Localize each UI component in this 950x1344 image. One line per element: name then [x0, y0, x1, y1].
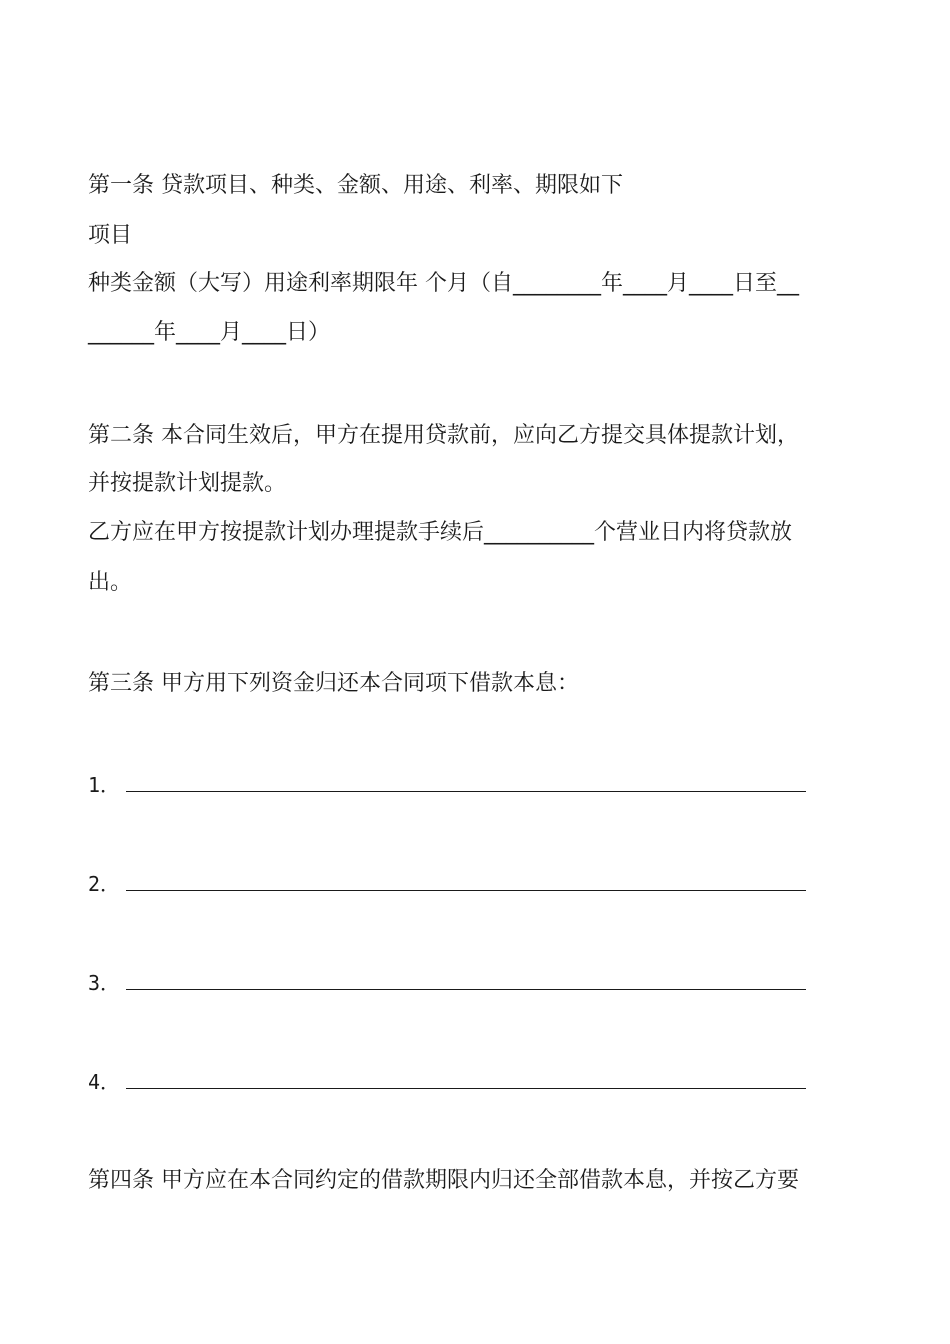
article-1-item-label: 项目 — [88, 223, 133, 248]
list-number: 2． — [88, 872, 121, 896]
article-1-terms-line-cont: ______年____月____日） — [88, 320, 331, 345]
article-4-line-1: 第四条 甲方应在本合同约定的借款期限内归还全部借款本息，并按乙方要 — [88, 1168, 799, 1193]
list-number: 3． — [88, 971, 121, 995]
repayment-source-item — [88, 1067, 806, 1097]
fill-in-blank[interactable] — [126, 872, 806, 891]
fill-in-blank[interactable] — [126, 1070, 806, 1089]
list-number: 1． — [88, 773, 121, 797]
article-2-line-4: 出。 — [88, 570, 133, 595]
fill-in-blank[interactable] — [126, 773, 806, 792]
repayment-source-item — [88, 770, 806, 800]
repayment-source-item — [88, 869, 806, 899]
article-1-terms-line: 种类金额（大写）用途利率期限年 个月（自________年____月____日至__ — [88, 271, 799, 296]
fill-in-blank[interactable] — [126, 971, 806, 990]
list-number: 4． — [88, 1070, 121, 1094]
article-1-heading: 第一条 贷款项目、种类、金额、用途、利率、期限如下 — [88, 173, 623, 198]
repayment-source-item — [88, 968, 806, 998]
article-2-line-3: 乙方应在甲方按提款计划办理提款手续后__________个营业日内将贷款放 — [88, 520, 793, 545]
article-2-line-2: 并按提款计划提款。 — [88, 471, 287, 496]
article-2-line-1: 第二条 本合同生效后，甲方在提用贷款前，应向乙方提交具体提款计划， — [88, 423, 799, 448]
article-3-heading: 第三条 甲方用下列资金归还本合同项下借款本息： — [88, 671, 579, 696]
